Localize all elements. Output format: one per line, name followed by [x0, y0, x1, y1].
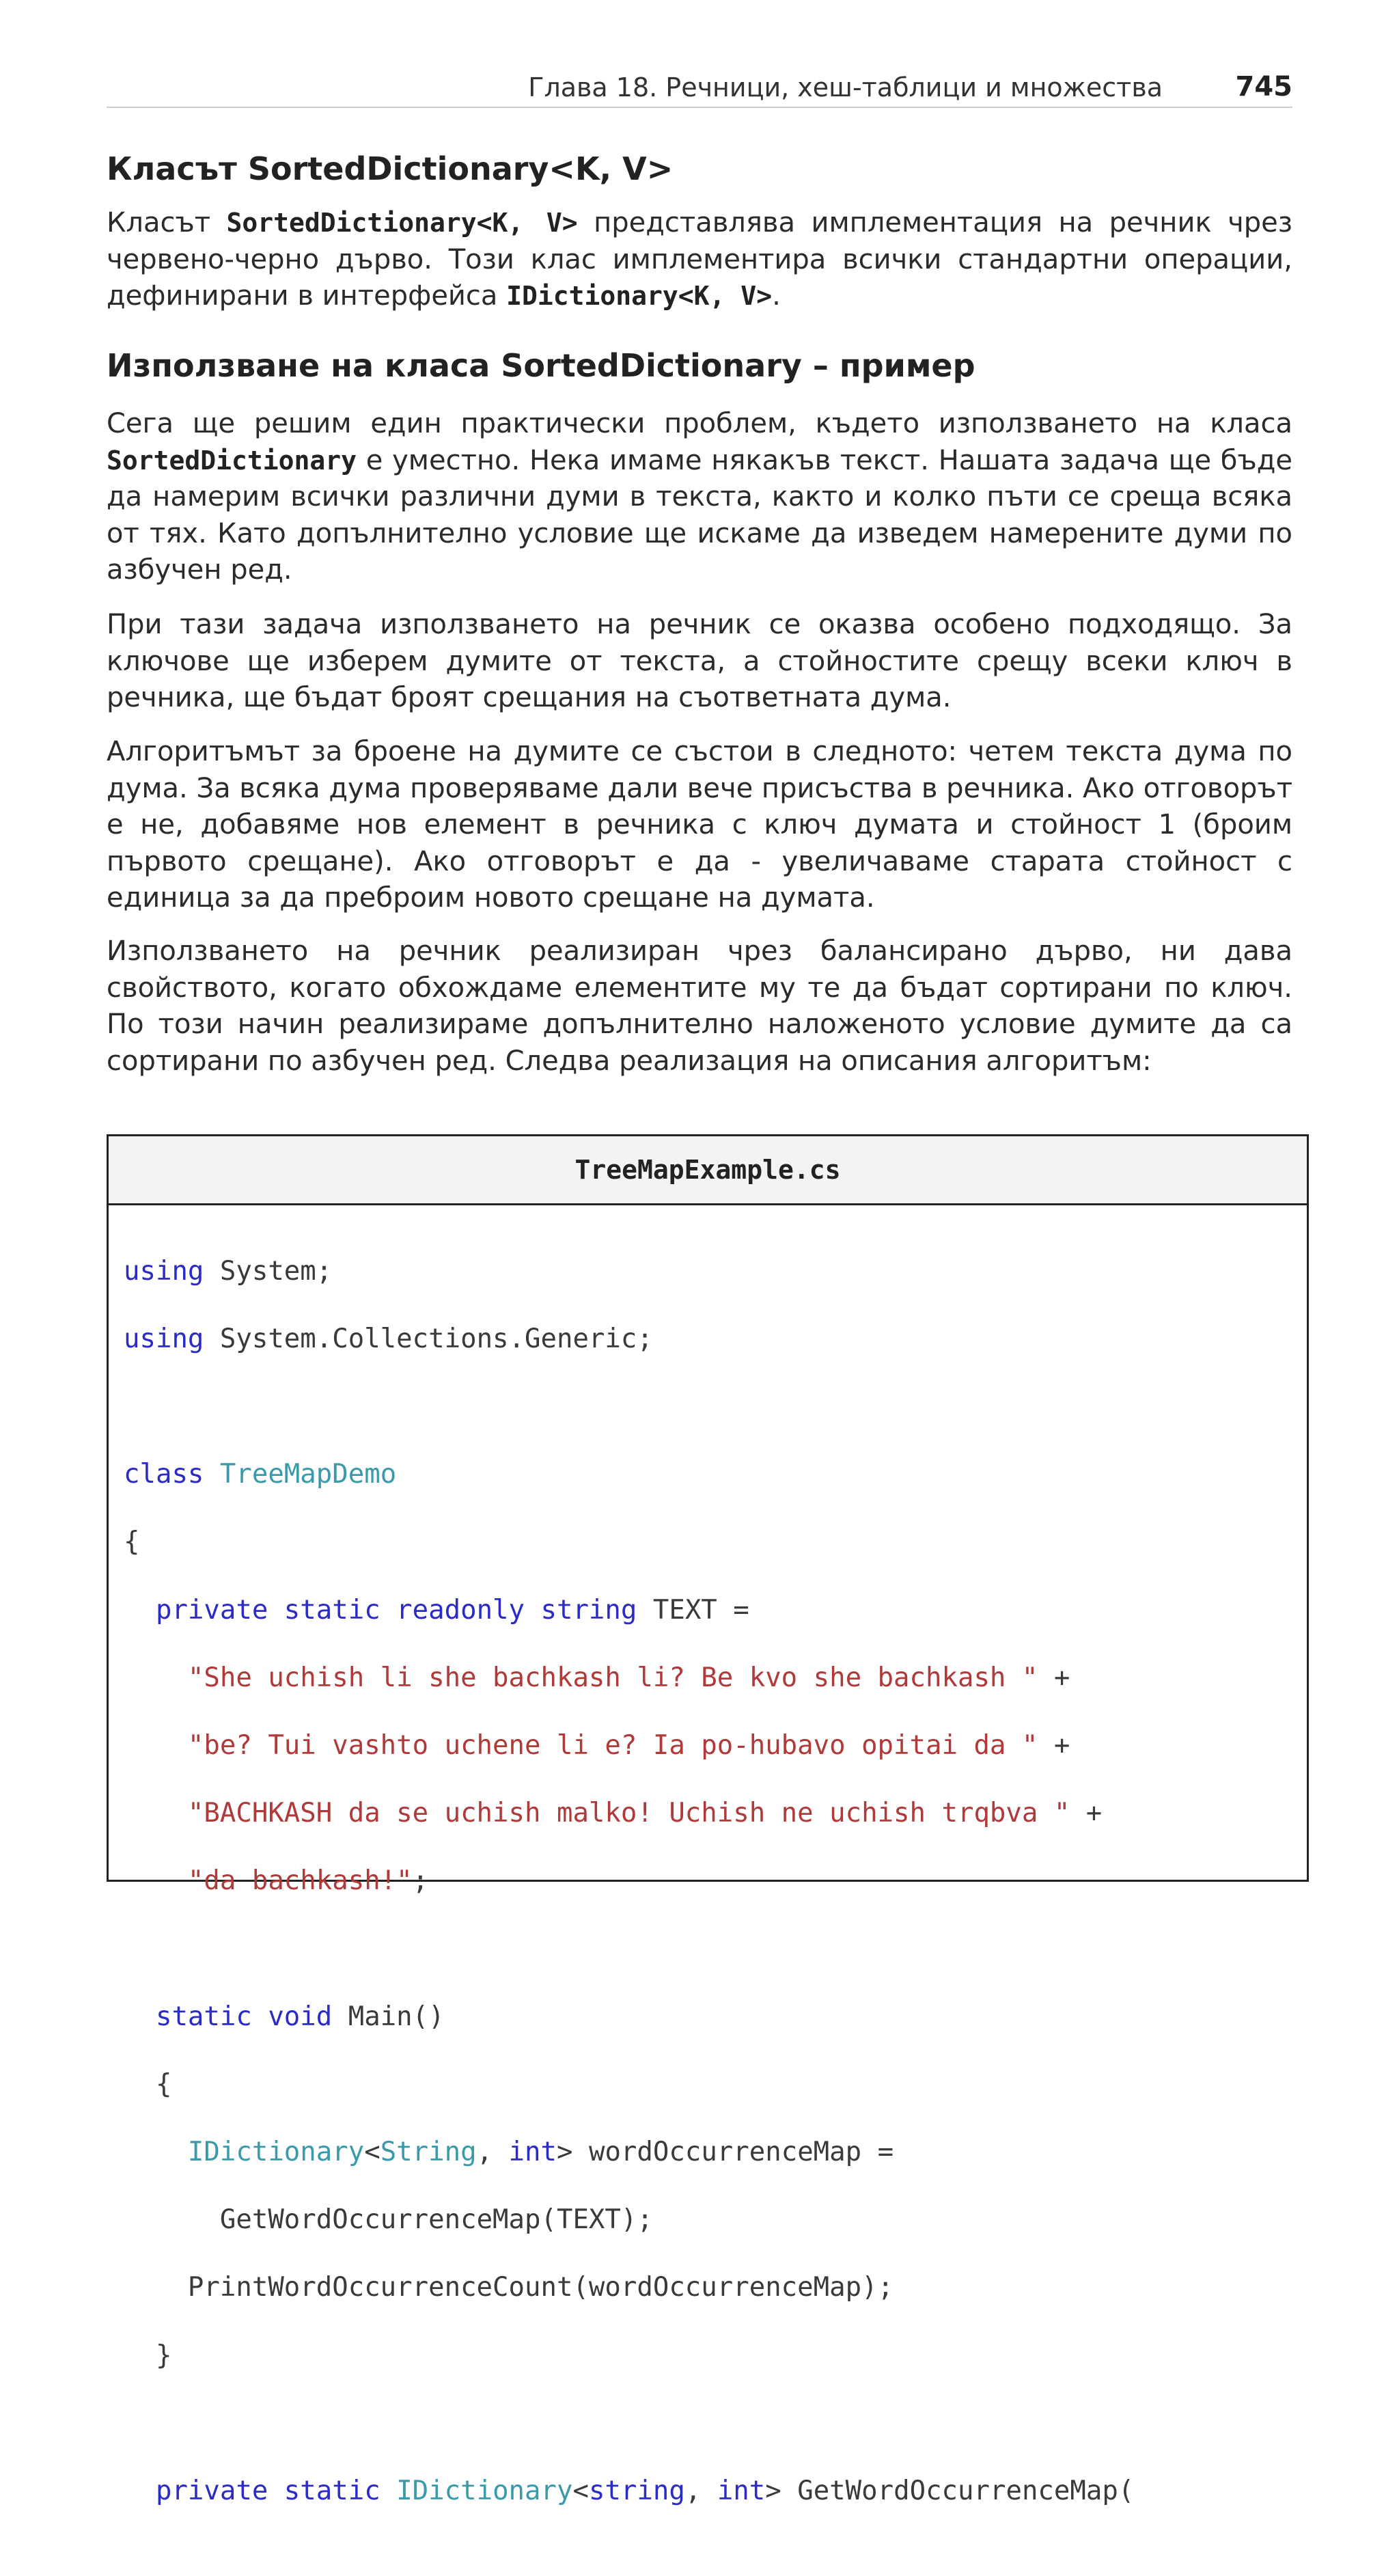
- code-string: "be? Tui vashto uchene li e? Ia po-hubavo opitai da ": [187, 1729, 1038, 1761]
- running-header: [107, 68, 1292, 108]
- paragraph-dictionary-use: При тази задача използването на речник се оказва особено подходящо. За ключове ще изберем думите от текста, а стойностите срещу всеки ключ в речника, ще бъдат броят срещания на съответната дума.: [107, 609, 1292, 713]
- code-text: System.Collections.Generic;: [204, 1323, 653, 1354]
- code-text: > GetWordOccurrenceMap(: [765, 2475, 1135, 2506]
- code-keyword: private static: [155, 2475, 380, 2506]
- code-keyword: using: [124, 1255, 204, 1287]
- code-type: TreeMapDemo: [219, 1459, 397, 1490]
- code-line: [124, 1593, 1307, 1628]
- code-line-blank: [124, 1390, 1307, 1424]
- code-line: [124, 2474, 1307, 2508]
- page-number: 745: [1235, 71, 1292, 102]
- section-heading-sorted-dictionary: Класът SortedDictionary<K, V>: [107, 150, 674, 187]
- code-text: ;: [412, 1865, 429, 1897]
- code-line: [124, 2271, 1307, 2305]
- code-text: System;: [204, 1255, 333, 1287]
- code-text: ,: [476, 2137, 509, 2168]
- code-line: [124, 2203, 1307, 2237]
- code-keyword: static void: [155, 2001, 333, 2032]
- code-line: [124, 2000, 1307, 2034]
- section-heading-example: Използване на класа SortedDictionary – пример: [107, 347, 975, 384]
- code-line-blank: [124, 1932, 1307, 1966]
- code-keyword: class: [124, 1459, 204, 1490]
- text-run: е уместно. Нека имаме някакъв текст. Нашата задача ще бъде да намерим всички различни думи в текста, както и колко пъти се среща всяка от тях. Като допълнително условие ще искаме да изведем намерените думи по азбучен ред.: [107, 444, 1292, 586]
- text-run: .: [772, 280, 781, 312]
- code-line: [124, 2339, 1307, 2373]
- inline-code: SortedDictionary<K, V>: [226, 208, 578, 238]
- code-text: +: [1038, 1729, 1070, 1761]
- code-type: IDictionary: [396, 2475, 573, 2506]
- code-string: "BACHKASH da se uchish malko! Uchish ne uchish trqbva ": [187, 1798, 1070, 1829]
- code-line: [124, 1864, 1307, 1898]
- code-string: "da bachkash!": [187, 1865, 413, 1897]
- code-listing: [107, 1134, 1309, 2506]
- chapter-title: Глава 18. Речници, хеш-таблици и множества: [528, 72, 1163, 102]
- code-text: ,: [684, 2475, 717, 2506]
- code-text: +: [1038, 1662, 1070, 1693]
- text-run: представлява имплементация на речник чрез червено-черно дърво. Този клас имплементира всички стандартни операции, дефинирани в интерфейса: [107, 207, 1292, 312]
- code-keyword: using: [124, 1323, 204, 1354]
- paragraph-algorithm: Алгоритъмът за броене на думите се състои в следното: четем текста дума по дума. За всяка дума проверяваме дали вече присъства в речника. Ако отговорът е не, добавяме нов елемент в речника с ключ думата и стойност 1 (броим първото срещане). Ако отговорът е да - увеличаваме старата стойност с единица за да преброим новото срещане на думата.: [107, 736, 1292, 914]
- code-line: [124, 1457, 1307, 1492]
- code-keyword: int: [717, 2475, 766, 2506]
- code-listing-filename: TreeMapExample.cs: [109, 1136, 1307, 1205]
- code-text: }: [155, 2340, 172, 2371]
- code-line: [124, 1729, 1307, 1763]
- inline-code: SortedDictionary: [107, 445, 357, 476]
- code-type: String: [380, 2137, 477, 2168]
- code-keyword: int: [508, 2137, 557, 2168]
- code-text: <: [364, 2137, 380, 2168]
- paragraph-balanced-tree: Използването на речник реализиран чрез балансирано дърво, ни дава свойството, когато обхождаме елементите му те да бъдат сортирани по ключ. По този начин реализираме допълнително наложеното условие думите да са сортирани по азбучен ред. Следва реализация на описания алгоритъм:: [107, 935, 1292, 1077]
- code-text: Main(): [332, 2001, 445, 2032]
- code-keyword: string: [588, 2475, 685, 2506]
- code-line: [124, 1661, 1307, 1695]
- code-keyword: private static readonly string: [155, 1594, 637, 1626]
- code-line: [124, 1322, 1307, 1356]
- inline-code: IDictionary<K, V>: [506, 281, 773, 311]
- code-string: "She uchish li she bachkash li? Be kvo she bachkash ": [187, 1662, 1038, 1693]
- paragraph-intro: [107, 205, 1292, 315]
- code-line: [124, 1525, 1307, 1559]
- code-type: IDictionary: [187, 2137, 365, 2168]
- code-line: [124, 2068, 1307, 2102]
- code-text: +: [1070, 1798, 1103, 1829]
- code-line-blank: [124, 2407, 1307, 2441]
- text-run: Класът: [107, 207, 227, 238]
- code-text: > wordOccurrenceMap =: [557, 2137, 894, 2168]
- code-body: [109, 1205, 1307, 2576]
- code-text: PrintWordOccurrenceCount(wordOccurrenceMap);: [187, 2272, 894, 2303]
- code-line: [124, 1796, 1307, 1831]
- text-run: Сега ще решим един практически проблем, където използването на класа: [107, 408, 1292, 439]
- code-line: [124, 1255, 1307, 1289]
- code-text: {: [155, 2068, 172, 2100]
- code-text: {: [124, 1526, 140, 1558]
- code-text: GetWordOccurrenceMap(TEXT);: [219, 2204, 653, 2236]
- code-line: [124, 2135, 1307, 2169]
- code-text: <: [572, 2475, 589, 2506]
- paragraph-problem: [107, 406, 1292, 589]
- code-text: TEXT =: [637, 1594, 749, 1626]
